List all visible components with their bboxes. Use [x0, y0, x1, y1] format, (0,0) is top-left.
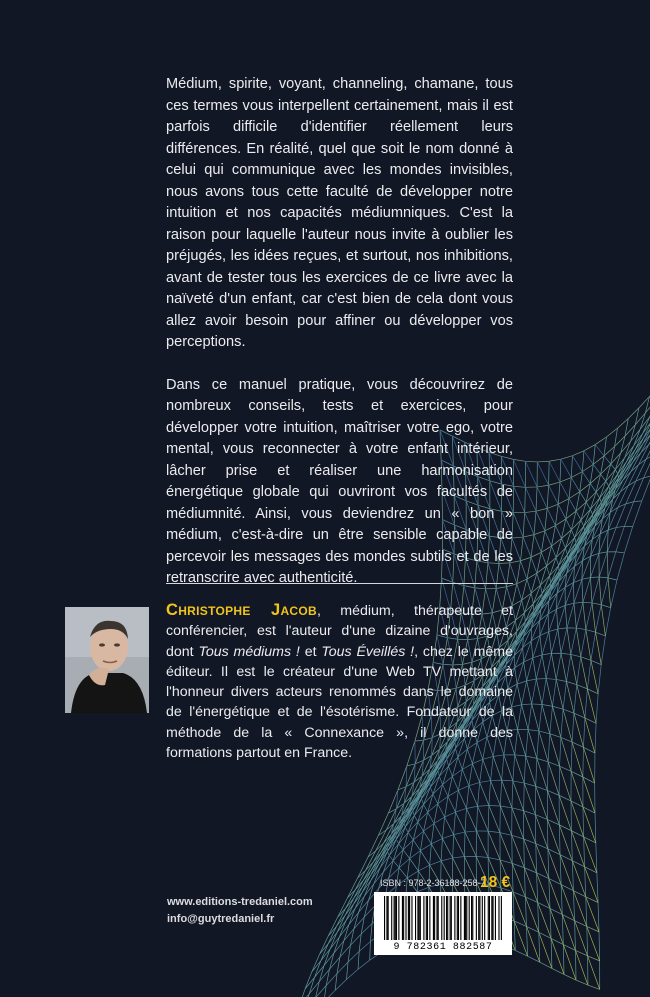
publisher-email[interactable]: info@guytredaniel.fr [167, 913, 275, 925]
isbn-label: ISBN : 978-2-36188-258-7 [380, 878, 486, 888]
author-bio-text-1: , médium, thérapeute et conférencier, est l'auteur d'une dizaine d'ouvrages, dont [166, 603, 514, 660]
price-label: 18 € [480, 874, 511, 891]
back-cover-blurb [166, 74, 513, 611]
author-photo [65, 607, 149, 713]
publisher-contact [167, 894, 313, 928]
blurb-paragraph-2: Dans ce manuel pratique, vous découvrirez de nombreux conseils, tests et exercices, pour développer votre intuition, maîtriser votre ego, votre mental, vous reconnecter à votre enfant intérieur, lâcher prise et réaliser une harmonisation énergétique globale qui ouvriront vos facultés de médiumnité. Ainsi, vous deviendrez un « bon » médium, c'est-à-dire un être sensible capable de percevoir les messages des mondes subtils et de les retranscrire avec authenticité. [166, 376, 513, 586]
author-bio-text-2: et [299, 643, 322, 660]
author-name: Christophe Jacob [166, 601, 317, 619]
author-bio-text-3: , chez le même éditeur. Il est le créateur d'une Web TV mettant à l'honneur divers acteurs renommés dans le domaine de l'énergétique et de l'ésotérisme. Fondateur de la méthode de la « Connexance », il donne des formations partout en France. [166, 643, 514, 762]
barcode [374, 892, 512, 955]
book-title-1: Tous médiums ! [198, 643, 300, 660]
blurb-paragraph-1: Médium, spirite, voyant, channeling, chamane, tous ces termes vous interpellent certainement, mais il est parfois difficile d'identifier réellement leurs différences. En réalité, quel que soit le nom donné à celui qui communique avec les mondes invisibles, nous avons tous cette faculté de développer notre intuition et nos capacités médiumniques. C'est la raison pour laquelle l'auteur nous invite à oublier les préjugés, les idées reçues, et surtout, nos inhibitions, avant de tester tous les exercices de ce livre avec la naïveté d'un enfant, car c'est bien de cela dont vous allez avoir besoin pour affiner ou développer vos perceptions. [166, 76, 513, 350]
book-title-2: Tous Éveillés ! [321, 643, 415, 660]
publisher-website[interactable]: www.editions-tredaniel.com [167, 896, 313, 908]
barcode-digits: 9 782361 882587 [393, 942, 493, 953]
divider-line [166, 583, 513, 584]
author-bio [166, 600, 513, 763]
